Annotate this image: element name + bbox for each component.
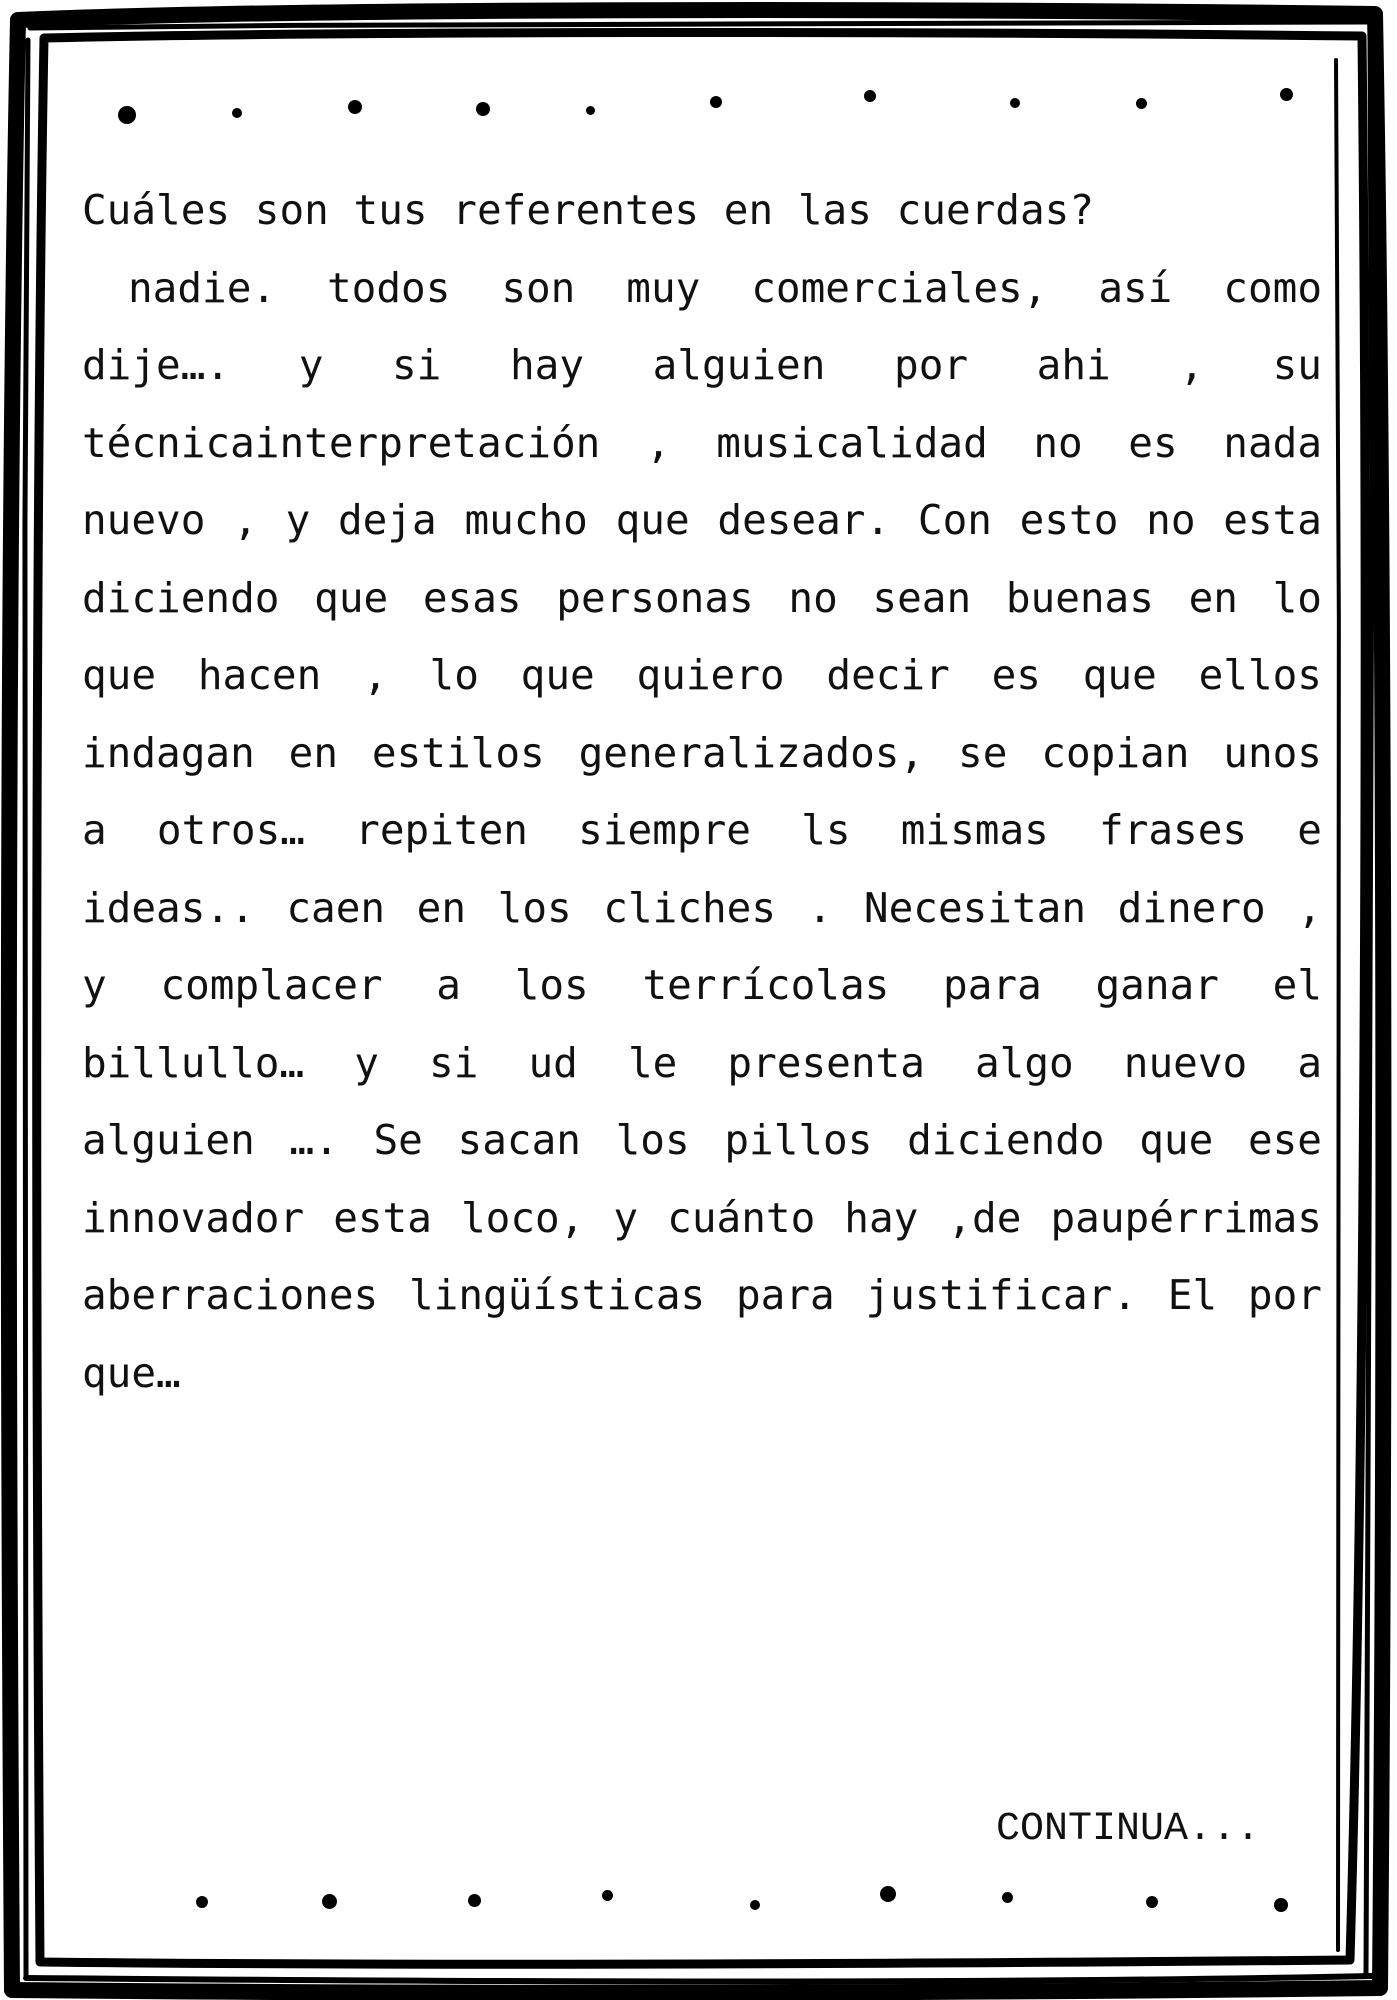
decorative-dot (1146, 1896, 1158, 1908)
decorative-dot (348, 100, 362, 114)
decorative-dot (1274, 1898, 1288, 1912)
decorative-dot (1280, 88, 1293, 101)
question-text: Cuáles son tus referentes en las cuerdas? (82, 186, 1095, 234)
decorative-dot (468, 1894, 481, 1907)
answer-text: nadie. todos son muy comerciales, así como dije…. y si hay alguien por ahi , su técnicainterpretación , musicalidad no es nada nuevo , y deja mucho que desear. Con esto no esta diciendo que esas personas no sean buenas en lo que hacen , lo que quiero decir es que ellos indagan en estilos generalizados, se copian unos a otros… repiten siempre ls mismas frases e ideas.. caen en los cliches . Necesitan dinero , y complacer a los terrícolas para ganar el billullo… y si ud le presenta algo nuevo a alguien …. Se sacan los pillos diciendo que ese innovador esta loco, y cuánto hay ,de paupérrimas aberraciones lingüísticas para justificar. El por que… (82, 263, 1322, 1397)
decorative-dot (602, 1890, 613, 1901)
decorative-dot (880, 1886, 896, 1902)
decorative-dot (1136, 98, 1147, 109)
decorative-dot (1010, 98, 1020, 108)
bottom-dot-row (0, 1870, 1397, 1930)
decorative-dot (118, 106, 136, 124)
decorative-dot (322, 1894, 337, 1909)
decorative-dot (196, 1896, 208, 1908)
decorative-dot (586, 106, 595, 115)
continue-label: CONTINUA... (996, 1807, 1261, 1852)
decorative-dot (476, 102, 490, 116)
decorative-dot (710, 96, 722, 108)
decorative-dot (750, 1900, 760, 1910)
interview-text (82, 172, 1322, 1412)
decorative-dot (232, 108, 242, 118)
decorative-dot (864, 90, 876, 102)
top-dot-row (0, 80, 1397, 140)
decorative-dot (1002, 1892, 1013, 1903)
